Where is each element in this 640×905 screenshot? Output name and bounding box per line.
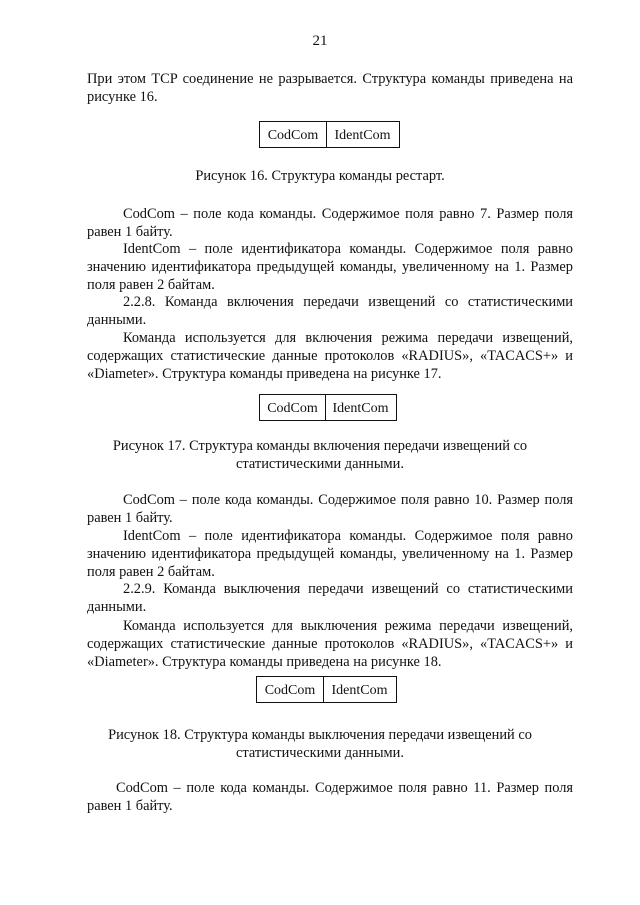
figure-18-structure <box>256 676 397 703</box>
intro-line-2: рисунке 16. <box>87 89 158 105</box>
identcom-field: IdentCom <box>323 677 395 702</box>
codcom-17-line-1: CodCom – поле кода команды. Содержимое поля равно 10. Размер поля <box>123 492 573 508</box>
figure-18-caption-line-2: статистическими данными. <box>236 745 404 761</box>
codcom-field: CodCom <box>264 683 316 698</box>
figure-16-caption: Рисунок 16. Структура команды рестарт. <box>195 168 445 184</box>
section-2-2-9-line-1: 2.2.9. Команда выключения передачи извещений со статистическими <box>123 581 573 597</box>
identcom-16-line-2: значению идентификатора предыдущей команды, увеличенному на 1. Размер <box>87 259 573 275</box>
usage-228-line-2: содержащих статистические данные протоколов «RADIUS», «TACACS+» и <box>87 348 573 364</box>
identcom-17-line-2: значению идентификатора предыдущей команды, увеличенному на 1. Размер <box>87 546 573 562</box>
identcom-16-line-3: поля равен 2 байтам. <box>87 277 215 293</box>
codcom-17-line-2: равен 1 байту. <box>87 510 173 526</box>
identcom-field: IdentCom <box>326 122 398 147</box>
figure-16-structure <box>259 121 400 148</box>
identcom-16-line-1: IdentCom – поле идентификатора команды. Содержимое поля равно <box>123 241 573 257</box>
section-2-2-8-line-2: данными. <box>87 312 147 328</box>
page-number: 21 <box>312 33 328 49</box>
usage-229-line-1: Команда используется для выключения режима передачи извещений, <box>123 618 573 634</box>
usage-228-line-1: Команда используется для включения режима передачи извещений, <box>123 330 573 346</box>
figure-17-caption-line-1: Рисунок 17. Структура команды включения передачи извещений со <box>112 438 528 454</box>
codcom-field: CodCom <box>267 128 319 143</box>
codcom-field: CodCom <box>267 401 318 416</box>
codcom-16-line-2: равен 1 байту. <box>87 224 173 240</box>
intro-line-1: При этом TCP соединение не разрывается. Структура команды приведена на <box>87 71 573 87</box>
figure-18-caption-line-1: Рисунок 18. Структура команды выключения передачи извещений со <box>108 727 532 743</box>
usage-229-line-3: «Diameter». Структура команды приведена на рисунке 18. <box>87 654 442 670</box>
usage-228-line-3: «Diameter». Структура команды приведена на рисунке 17. <box>87 366 442 382</box>
codcom-18-line-2: равен 1 байту. <box>87 798 173 814</box>
identcom-17-line-1: IdentCom – поле идентификатора команды. Содержимое поля равно <box>123 528 573 544</box>
usage-229-line-2: содержащих статистические данные протоколов «RADIUS», «TACACS+» и <box>87 636 573 652</box>
figure-17-structure <box>259 394 397 421</box>
identcom-17-line-3: поля равен 2 байтам. <box>87 564 215 580</box>
figure-17-caption-line-2: статистическими данными. <box>236 456 404 472</box>
codcom-16-line-1: CodCom – поле кода команды. Содержимое поля равно 7. Размер поля <box>123 206 573 222</box>
section-2-2-9-line-2: данными. <box>87 599 147 615</box>
codcom-18-line-1: CodCom – поле кода команды. Содержимое поля равно 11. Размер поля <box>116 780 573 796</box>
identcom-field: IdentCom <box>325 395 395 420</box>
section-2-2-8-line-1: 2.2.8. Команда включения передачи извещений со статистическими <box>123 294 573 310</box>
